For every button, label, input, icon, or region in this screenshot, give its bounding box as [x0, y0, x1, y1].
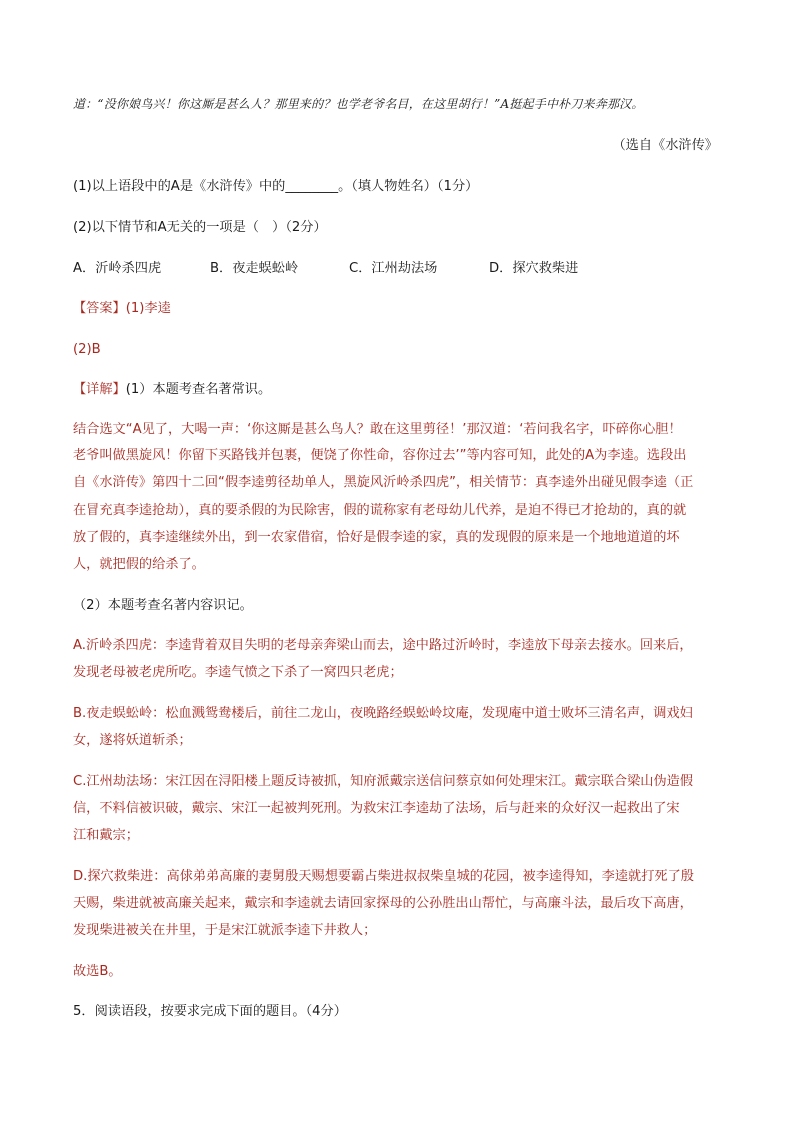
- question-2-options: [73, 260, 578, 278]
- detail-option-b-line: 女，遂将妖道斩杀；: [73, 733, 192, 748]
- question-1: (1)以上语段中的A是《水浒传》中的________。（填人物姓名）（1分）: [73, 179, 479, 194]
- detail-p1-line: 自《水浒传》第四十二回“假李逵剪径劫单人，黑旋风沂岭杀四虎”，相关情节：真李逵外出碰见假李逵（正: [73, 475, 694, 490]
- detail-option-c-line: 信，不料信被识破，戴宗、宋江一起被判死刑。为救宋江李逵劫了法场，后与赶来的众好汉一起救出了宋: [73, 801, 680, 816]
- option-b: B．夜走蜈蚣岭: [210, 261, 299, 276]
- detail-option-a-line: 发现老母被老虎所吃。李逵气愤之下杀了一窝四只老虎；: [73, 665, 403, 680]
- answer-label: 【答案】: [73, 301, 126, 316]
- next-question: 5．阅读语段，按要求完成下面的题目。（4分）: [73, 1004, 347, 1019]
- detail-option-b-line: B.夜走蜈蚣岭：松血溅鸳鸯楼后，前往二龙山，夜晚路经蜈蚣岭坟庵，发现庵中道士败坏三清名声，调戏妇: [73, 706, 693, 721]
- detail-p1-line: 人，就把假的给杀了。: [73, 557, 205, 572]
- option-a: A．沂岭杀四虎: [73, 261, 162, 276]
- passage-quote-line: 道：“没你娘鸟兴！你这厮是甚么人？那里来的？也学老爷名目，在这里胡行！”A挺起手中朴刀来奔那汉。: [73, 97, 644, 111]
- detail-part-2-title: （2）本题考查名著内容识记。: [73, 598, 253, 613]
- answer-1: (1)李逵: [125, 301, 171, 316]
- detail-part-1-title: (1）本题考查名著常识。: [125, 382, 272, 397]
- detail-conclusion: 故选B。: [73, 964, 122, 979]
- detail-option-c-line: C.江州劫法场：宋江因在浔阳楼上题反诗被抓，知府派戴宗送信问蔡京如何处理宋江。戴宗联合梁山伪造假: [73, 774, 694, 789]
- detail-option-d-line: D.探穴救柴进：高俅弟弟高廉的妻舅殷天赐想要霸占柴进叔叔柴皇城的花园，被李逵得知，李逵就打死了殷: [73, 869, 694, 884]
- passage-source: （选自《水浒传》: [612, 138, 718, 153]
- question-2: (2)以下情节和A无关的一项是（ ）（2分）: [73, 220, 327, 235]
- detail-p1-line: 放了假的，真李逵继续外出，到一农家借宿，恰好是假李逵的家，真的发现假的原来是一个地地道道的坏: [73, 530, 680, 545]
- detail-p1-line: 在冒充真李逵抢劫），真的要杀假的为民除害，假的谎称家有老母幼儿代养，是迫不得已才抢劫的，真的就: [73, 503, 687, 518]
- option-c: C．江州劫法场: [349, 261, 438, 276]
- option-d: D．探穴救柴进: [489, 261, 579, 276]
- detail-option-d-line: 天赐，柴进就被高廉关起来，戴宗和李逵就去请回家探母的公孙胜出山帮忙，与高廉斗法，最后攻下高唐，: [73, 896, 693, 911]
- detail-option-c-line: 江和戴宗；: [73, 828, 139, 843]
- detail-label: 【详解】: [73, 382, 126, 397]
- detail-option-d-line: 发现柴进被关在井里，于是宋江就派李逵下井救人；: [73, 923, 377, 938]
- detail-p1-line: 老爷叫做黑旋风！你留下买路钱并包裹，便饶了你性命，容你过去’”等内容可知，此处的A为李逵。选段出: [73, 448, 687, 463]
- answer-2: (2)B: [73, 342, 101, 357]
- detail-heading: [73, 381, 271, 399]
- detail-option-a-line: A.沂岭杀四虎：李逵背着双目失明的老母亲奔梁山而去，途中路过沂岭时，李逵放下母亲去接水。回来后，: [73, 638, 693, 653]
- detail-p1-line: 结合选文“A见了，大喝一声：‘你这厮是甚么鸟人？敢在这里剪径！’那汉道：‘若问我名字，吓碎你心胆！: [73, 422, 682, 437]
- answer-line-1: [73, 300, 171, 318]
